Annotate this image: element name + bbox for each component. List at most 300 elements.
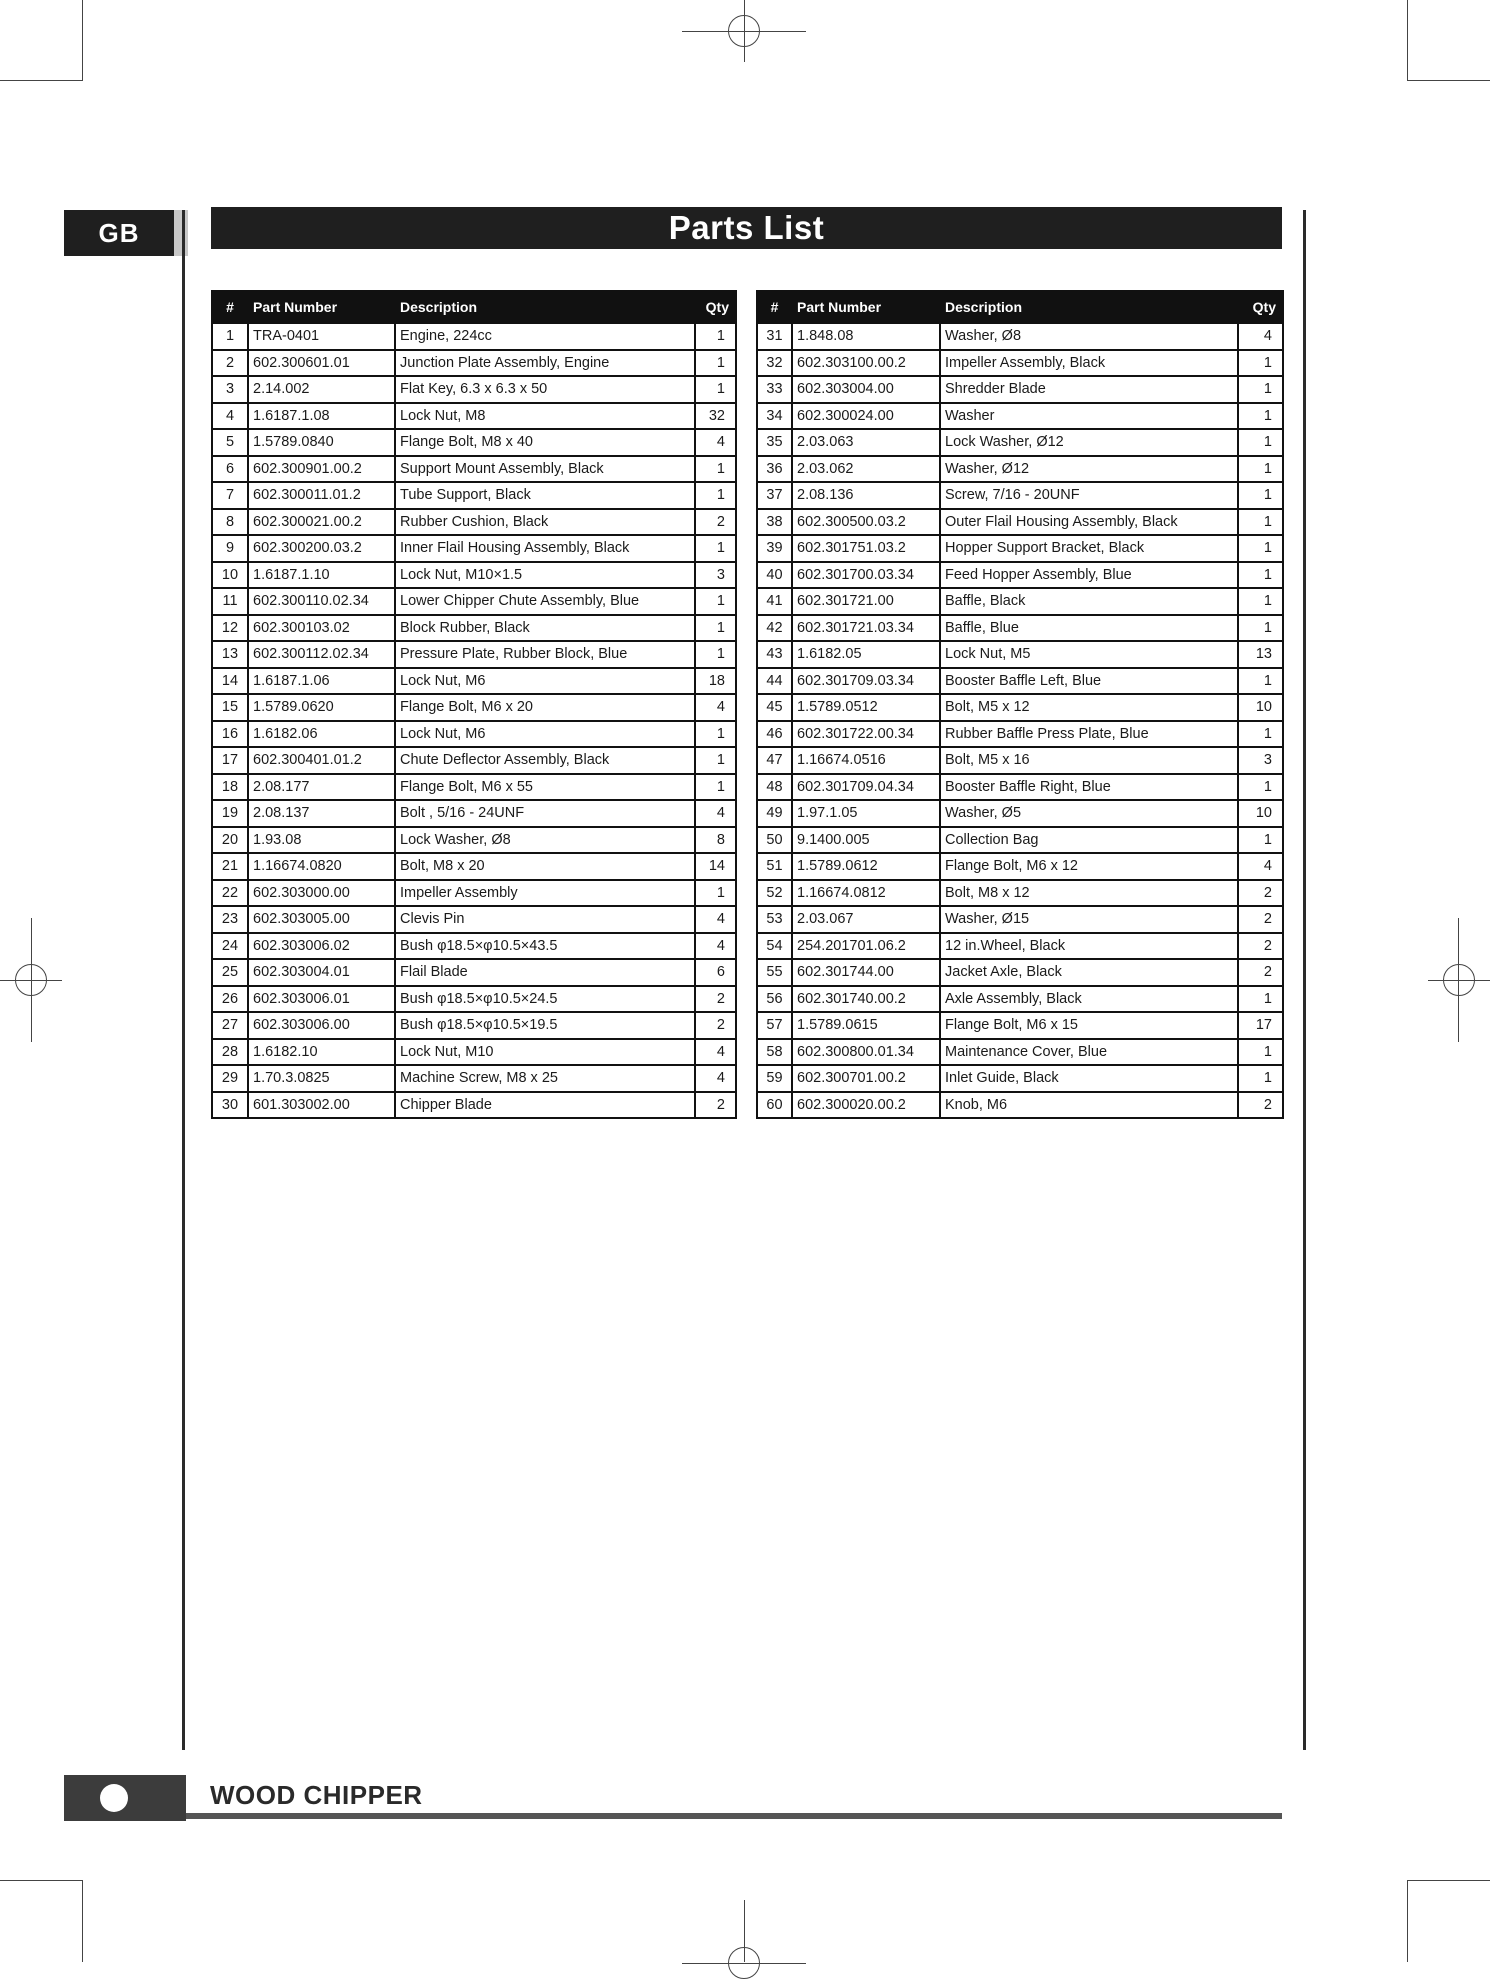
- description-cell: Lock Nut, M6: [395, 668, 695, 695]
- table-row: [757, 509, 1283, 536]
- description-cell: Clevis Pin: [395, 906, 695, 933]
- part-number-cell: 1.5789.0615: [792, 1012, 940, 1039]
- table-row: [757, 641, 1283, 668]
- part-number-cell: 602.300401.01.2: [248, 747, 395, 774]
- column-header-part-number: Part Number: [248, 291, 395, 323]
- qty-cell: 10: [1238, 800, 1283, 827]
- part-number-cell: 1.16674.0516: [792, 747, 940, 774]
- description-cell: Washer, Ø5: [940, 800, 1238, 827]
- qty-cell: 1: [695, 880, 736, 907]
- part-number-cell: 602.300011.01.2: [248, 482, 395, 509]
- description-cell: Jacket Axle, Black: [940, 959, 1238, 986]
- description-cell: Lock Nut, M10: [395, 1039, 695, 1066]
- row-number: 25: [212, 959, 248, 986]
- table-row: [757, 323, 1283, 350]
- qty-cell: 1: [695, 456, 736, 483]
- part-number-cell: 602.300112.02.34: [248, 641, 395, 668]
- description-cell: Shredder Blade: [940, 376, 1238, 403]
- parts-table-left-body: [212, 323, 736, 1118]
- part-number-cell: 602.300800.01.34: [792, 1039, 940, 1066]
- side-rule-right: [1303, 210, 1306, 1750]
- qty-cell: 1: [695, 323, 736, 350]
- part-number-cell: 1.5789.0612: [792, 853, 940, 880]
- part-number-cell: 602.300020.00.2: [792, 1092, 940, 1119]
- part-number-cell: 602.300701.00.2: [792, 1065, 940, 1092]
- description-cell: Junction Plate Assembly, Engine: [395, 350, 695, 377]
- crop-mark: [82, 1880, 83, 1962]
- description-cell: Engine, 224cc: [395, 323, 695, 350]
- row-number: 18: [212, 774, 248, 801]
- description-cell: Flange Bolt, M6 x 20: [395, 694, 695, 721]
- qty-cell: 4: [695, 1065, 736, 1092]
- row-number: 45: [757, 694, 792, 721]
- qty-cell: 32: [695, 403, 736, 430]
- crop-mark: [0, 1880, 83, 1881]
- crop-mark: [0, 80, 83, 81]
- qty-cell: 1: [1238, 429, 1283, 456]
- table-row: [757, 880, 1283, 907]
- table-row: [212, 376, 736, 403]
- column-header-qty: Qty: [1238, 291, 1283, 323]
- qty-cell: 3: [1238, 747, 1283, 774]
- row-number: 36: [757, 456, 792, 483]
- description-cell: Inner Flail Housing Assembly, Black: [395, 535, 695, 562]
- row-number: 4: [212, 403, 248, 430]
- table-header-row: [757, 291, 1283, 323]
- parts-table-right-body: [757, 323, 1283, 1118]
- table-row: [212, 1039, 736, 1066]
- description-cell: Washer: [940, 403, 1238, 430]
- registration-mark: [744, 0, 745, 62]
- qty-cell: 1: [695, 615, 736, 642]
- part-number-cell: 1.6187.1.08: [248, 403, 395, 430]
- qty-cell: 2: [695, 986, 736, 1013]
- description-cell: Block Rubber, Black: [395, 615, 695, 642]
- row-number: 29: [212, 1065, 248, 1092]
- row-number: 39: [757, 535, 792, 562]
- qty-cell: 4: [695, 933, 736, 960]
- row-number: 15: [212, 694, 248, 721]
- table-row: [212, 588, 736, 615]
- part-number-cell: 2.08.177: [248, 774, 395, 801]
- qty-cell: 2: [1238, 1092, 1283, 1119]
- row-number: 34: [757, 403, 792, 430]
- part-number-cell: 602.300110.02.34: [248, 588, 395, 615]
- qty-cell: 4: [695, 800, 736, 827]
- table-row: [757, 959, 1283, 986]
- table-row: [212, 721, 736, 748]
- table-row: [757, 403, 1283, 430]
- registration-mark: [1458, 918, 1459, 1042]
- part-number-cell: 2.03.062: [792, 456, 940, 483]
- qty-cell: 1: [1238, 827, 1283, 854]
- row-number: 28: [212, 1039, 248, 1066]
- row-number: 11: [212, 588, 248, 615]
- description-cell: Chute Deflector Assembly, Black: [395, 747, 695, 774]
- table-row: [757, 668, 1283, 695]
- column-header-num: #: [212, 291, 248, 323]
- description-cell: Machine Screw, M8 x 25: [395, 1065, 695, 1092]
- row-number: 53: [757, 906, 792, 933]
- page-title: Parts List: [211, 207, 1282, 249]
- table-row: [212, 509, 736, 536]
- row-number: 48: [757, 774, 792, 801]
- table-row: [212, 535, 736, 562]
- description-cell: Lock Nut, M10×1.5: [395, 562, 695, 589]
- description-cell: Bush φ18.5×φ10.5×24.5: [395, 986, 695, 1013]
- row-number: 13: [212, 641, 248, 668]
- row-number: 49: [757, 800, 792, 827]
- table-header-row: [212, 291, 736, 323]
- row-number: 3: [212, 376, 248, 403]
- table-row: [757, 562, 1283, 589]
- qty-cell: 2: [1238, 959, 1283, 986]
- part-number-cell: 1.6182.10: [248, 1039, 395, 1066]
- qty-cell: 1: [1238, 482, 1283, 509]
- qty-cell: 2: [695, 1092, 736, 1119]
- table-row: [212, 429, 736, 456]
- part-number-cell: 2.08.137: [248, 800, 395, 827]
- description-cell: Bolt, M8 x 12: [940, 880, 1238, 907]
- description-cell: Bush φ18.5×φ10.5×19.5: [395, 1012, 695, 1039]
- part-number-cell: 1.6187.1.10: [248, 562, 395, 589]
- part-number-cell: 1.6182.06: [248, 721, 395, 748]
- part-number-cell: 1.97.1.05: [792, 800, 940, 827]
- qty-cell: 10: [1238, 694, 1283, 721]
- description-cell: Washer, Ø12: [940, 456, 1238, 483]
- qty-cell: 4: [695, 694, 736, 721]
- row-number: 57: [757, 1012, 792, 1039]
- part-number-cell: TRA-0401: [248, 323, 395, 350]
- row-number: 40: [757, 562, 792, 589]
- row-number: 42: [757, 615, 792, 642]
- row-number: 10: [212, 562, 248, 589]
- qty-cell: 1: [1238, 535, 1283, 562]
- footer-title: WOOD CHIPPER: [210, 1780, 423, 1810]
- table-row: [757, 1065, 1283, 1092]
- description-cell: Rubber Cushion, Black: [395, 509, 695, 536]
- table-row: [757, 1012, 1283, 1039]
- qty-cell: 1: [1238, 403, 1283, 430]
- qty-cell: 1: [695, 482, 736, 509]
- row-number: 7: [212, 482, 248, 509]
- table-row: [757, 906, 1283, 933]
- table-row: [757, 827, 1283, 854]
- description-cell: Flange Bolt, M8 x 40: [395, 429, 695, 456]
- part-number-cell: 1.6187.1.06: [248, 668, 395, 695]
- table-row: [212, 959, 736, 986]
- row-number: 38: [757, 509, 792, 536]
- table-row: [212, 562, 736, 589]
- column-header-part-number: Part Number: [792, 291, 940, 323]
- part-number-cell: 602.301721.00: [792, 588, 940, 615]
- description-cell: Flat Key, 6.3 x 6.3 x 50: [395, 376, 695, 403]
- table-row: [212, 827, 736, 854]
- part-number-cell: 602.300024.00: [792, 403, 940, 430]
- description-cell: Tube Support, Black: [395, 482, 695, 509]
- description-cell: Lock Nut, M8: [395, 403, 695, 430]
- qty-cell: 1: [695, 350, 736, 377]
- qty-cell: 13: [1238, 641, 1283, 668]
- row-number: 33: [757, 376, 792, 403]
- qty-cell: 3: [695, 562, 736, 589]
- table-row: [212, 641, 736, 668]
- table-row: [757, 1092, 1283, 1119]
- crop-mark: [82, 0, 83, 80]
- description-cell: Collection Bag: [940, 827, 1238, 854]
- qty-cell: 1: [695, 588, 736, 615]
- row-number: 17: [212, 747, 248, 774]
- table-row: [212, 1092, 736, 1119]
- part-number-cell: 602.300901.00.2: [248, 456, 395, 483]
- row-number: 41: [757, 588, 792, 615]
- table-row: [757, 350, 1283, 377]
- qty-cell: 2: [695, 509, 736, 536]
- description-cell: Bolt , 5/16 - 24UNF: [395, 800, 695, 827]
- description-cell: Bolt, M5 x 16: [940, 747, 1238, 774]
- crop-mark: [1407, 0, 1408, 80]
- part-number-cell: 254.201701.06.2: [792, 933, 940, 960]
- description-cell: Inlet Guide, Black: [940, 1065, 1238, 1092]
- row-number: 52: [757, 880, 792, 907]
- part-number-cell: 602.303005.00: [248, 906, 395, 933]
- parts-table-left: [211, 290, 737, 1119]
- description-cell: Flange Bolt, M6 x 15: [940, 1012, 1238, 1039]
- part-number-cell: 602.303100.00.2: [792, 350, 940, 377]
- part-number-cell: 602.303004.01: [248, 959, 395, 986]
- qty-cell: 14: [695, 853, 736, 880]
- column-header-description: Description: [395, 291, 695, 323]
- crop-mark: [1407, 1880, 1490, 1881]
- part-number-cell: 1.93.08: [248, 827, 395, 854]
- qty-cell: 2: [1238, 933, 1283, 960]
- part-number-cell: 602.301744.00: [792, 959, 940, 986]
- row-number: 59: [757, 1065, 792, 1092]
- description-cell: Knob, M6: [940, 1092, 1238, 1119]
- row-number: 43: [757, 641, 792, 668]
- row-number: 55: [757, 959, 792, 986]
- part-number-cell: 602.303006.02: [248, 933, 395, 960]
- qty-cell: 4: [695, 906, 736, 933]
- row-number: 51: [757, 853, 792, 880]
- row-number: 20: [212, 827, 248, 854]
- table-row: [212, 853, 736, 880]
- table-row: [212, 933, 736, 960]
- description-cell: 12 in.Wheel, Black: [940, 933, 1238, 960]
- part-number-cell: 1.848.08: [792, 323, 940, 350]
- table-row: [757, 456, 1283, 483]
- qty-cell: 1: [695, 376, 736, 403]
- description-cell: Baffle, Black: [940, 588, 1238, 615]
- part-number-cell: 602.301751.03.2: [792, 535, 940, 562]
- table-row: [212, 1065, 736, 1092]
- description-cell: Flange Bolt, M6 x 55: [395, 774, 695, 801]
- row-number: 16: [212, 721, 248, 748]
- qty-cell: 4: [695, 429, 736, 456]
- table-row: [212, 482, 736, 509]
- description-cell: Flail Blade: [395, 959, 695, 986]
- table-row: [757, 800, 1283, 827]
- part-number-cell: 602.300601.01: [248, 350, 395, 377]
- table-row: [212, 880, 736, 907]
- row-number: 22: [212, 880, 248, 907]
- description-cell: Pressure Plate, Rubber Block, Blue: [395, 641, 695, 668]
- description-cell: Bolt, M8 x 20: [395, 853, 695, 880]
- description-cell: Outer Flail Housing Assembly, Black: [940, 509, 1238, 536]
- description-cell: Washer, Ø8: [940, 323, 1238, 350]
- row-number: 60: [757, 1092, 792, 1119]
- part-number-cell: 2.08.136: [792, 482, 940, 509]
- column-header-num: #: [757, 291, 792, 323]
- row-number: 35: [757, 429, 792, 456]
- description-cell: Rubber Baffle Press Plate, Blue: [940, 721, 1238, 748]
- part-number-cell: 1.16674.0820: [248, 853, 395, 880]
- part-number-cell: 9.1400.005: [792, 827, 940, 854]
- row-number: 2: [212, 350, 248, 377]
- description-cell: Lock Nut, M5: [940, 641, 1238, 668]
- table-row: [757, 774, 1283, 801]
- part-number-cell: 602.301721.03.34: [792, 615, 940, 642]
- qty-cell: 1: [1238, 615, 1283, 642]
- qty-cell: 2: [695, 1012, 736, 1039]
- row-number: 27: [212, 1012, 248, 1039]
- part-number-cell: 2.03.067: [792, 906, 940, 933]
- side-rule-left: [182, 210, 185, 1750]
- part-number-cell: 601.303002.00: [248, 1092, 395, 1119]
- qty-cell: 1: [1238, 1065, 1283, 1092]
- part-number-cell: 602.301709.03.34: [792, 668, 940, 695]
- table-row: [212, 456, 736, 483]
- qty-cell: 17: [1238, 1012, 1283, 1039]
- row-number: 14: [212, 668, 248, 695]
- registration-mark: [31, 918, 32, 1042]
- table-row: [212, 350, 736, 377]
- part-number-cell: 602.300021.00.2: [248, 509, 395, 536]
- table-row: [757, 694, 1283, 721]
- qty-cell: 1: [1238, 721, 1283, 748]
- table-row: [757, 721, 1283, 748]
- table-row: [757, 986, 1283, 1013]
- qty-cell: 4: [695, 1039, 736, 1066]
- table-row: [757, 615, 1283, 642]
- qty-cell: 1: [1238, 376, 1283, 403]
- table-row: [212, 668, 736, 695]
- part-number-cell: 602.301700.03.34: [792, 562, 940, 589]
- part-number-cell: 1.5789.0620: [248, 694, 395, 721]
- row-number: 54: [757, 933, 792, 960]
- column-header-qty: Qty: [695, 291, 736, 323]
- qty-cell: 2: [1238, 880, 1283, 907]
- row-number: 19: [212, 800, 248, 827]
- table-row: [212, 800, 736, 827]
- page-number-dot: [100, 1784, 128, 1812]
- table-row: [757, 853, 1283, 880]
- part-number-cell: 602.303006.01: [248, 986, 395, 1013]
- description-cell: Support Mount Assembly, Black: [395, 456, 695, 483]
- description-cell: Baffle, Blue: [940, 615, 1238, 642]
- row-number: 46: [757, 721, 792, 748]
- qty-cell: 1: [1238, 668, 1283, 695]
- row-number: 21: [212, 853, 248, 880]
- part-number-cell: 2.03.063: [792, 429, 940, 456]
- table-row: [212, 403, 736, 430]
- table-row: [757, 376, 1283, 403]
- description-cell: Maintenance Cover, Blue: [940, 1039, 1238, 1066]
- qty-cell: 4: [1238, 323, 1283, 350]
- row-number: 6: [212, 456, 248, 483]
- table-row: [212, 986, 736, 1013]
- part-number-cell: 602.303004.00: [792, 376, 940, 403]
- description-cell: Chipper Blade: [395, 1092, 695, 1119]
- description-cell: Lock Washer, Ø8: [395, 827, 695, 854]
- description-cell: Booster Baffle Right, Blue: [940, 774, 1238, 801]
- table-row: [212, 906, 736, 933]
- language-tab: GB: [64, 210, 174, 256]
- registration-mark: [744, 1900, 745, 1962]
- part-number-cell: 602.303006.00: [248, 1012, 395, 1039]
- qty-cell: 1: [1238, 562, 1283, 589]
- part-number-cell: 2.14.002: [248, 376, 395, 403]
- qty-cell: 1: [1238, 509, 1283, 536]
- row-number: 44: [757, 668, 792, 695]
- table-row: [757, 747, 1283, 774]
- part-number-cell: 1.5789.0840: [248, 429, 395, 456]
- part-number-cell: 602.303000.00: [248, 880, 395, 907]
- qty-cell: 1: [1238, 986, 1283, 1013]
- row-number: 31: [757, 323, 792, 350]
- description-cell: Flange Bolt, M6 x 12: [940, 853, 1238, 880]
- parts-table-right: [756, 290, 1284, 1119]
- part-number-cell: 1.70.3.0825: [248, 1065, 395, 1092]
- qty-cell: 6: [695, 959, 736, 986]
- row-number: 24: [212, 933, 248, 960]
- table-row: [757, 429, 1283, 456]
- description-cell: Impeller Assembly: [395, 880, 695, 907]
- description-cell: Axle Assembly, Black: [940, 986, 1238, 1013]
- description-cell: Booster Baffle Left, Blue: [940, 668, 1238, 695]
- table-row: [212, 774, 736, 801]
- description-cell: Impeller Assembly, Black: [940, 350, 1238, 377]
- qty-cell: 1: [1238, 350, 1283, 377]
- table-row: [757, 535, 1283, 562]
- table-row: [212, 1012, 736, 1039]
- row-number: 56: [757, 986, 792, 1013]
- part-number-cell: 602.301709.04.34: [792, 774, 940, 801]
- row-number: 30: [212, 1092, 248, 1119]
- table-row: [757, 1039, 1283, 1066]
- row-number: 26: [212, 986, 248, 1013]
- table-row: [212, 323, 736, 350]
- description-cell: Bolt, M5 x 12: [940, 694, 1238, 721]
- row-number: 12: [212, 615, 248, 642]
- description-cell: Washer, Ø15: [940, 906, 1238, 933]
- row-number: 23: [212, 906, 248, 933]
- row-number: 8: [212, 509, 248, 536]
- description-cell: Hopper Support Bracket, Black: [940, 535, 1238, 562]
- qty-cell: 1: [1238, 774, 1283, 801]
- description-cell: Screw, 7/16 - 20UNF: [940, 482, 1238, 509]
- part-number-cell: 602.300103.02: [248, 615, 395, 642]
- qty-cell: 2: [1238, 906, 1283, 933]
- table-row: [212, 694, 736, 721]
- description-cell: Feed Hopper Assembly, Blue: [940, 562, 1238, 589]
- part-number-cell: 602.301722.00.34: [792, 721, 940, 748]
- row-number: 50: [757, 827, 792, 854]
- row-number: 9: [212, 535, 248, 562]
- language-tab-strip: [174, 210, 188, 256]
- row-number: 58: [757, 1039, 792, 1066]
- qty-cell: 1: [695, 641, 736, 668]
